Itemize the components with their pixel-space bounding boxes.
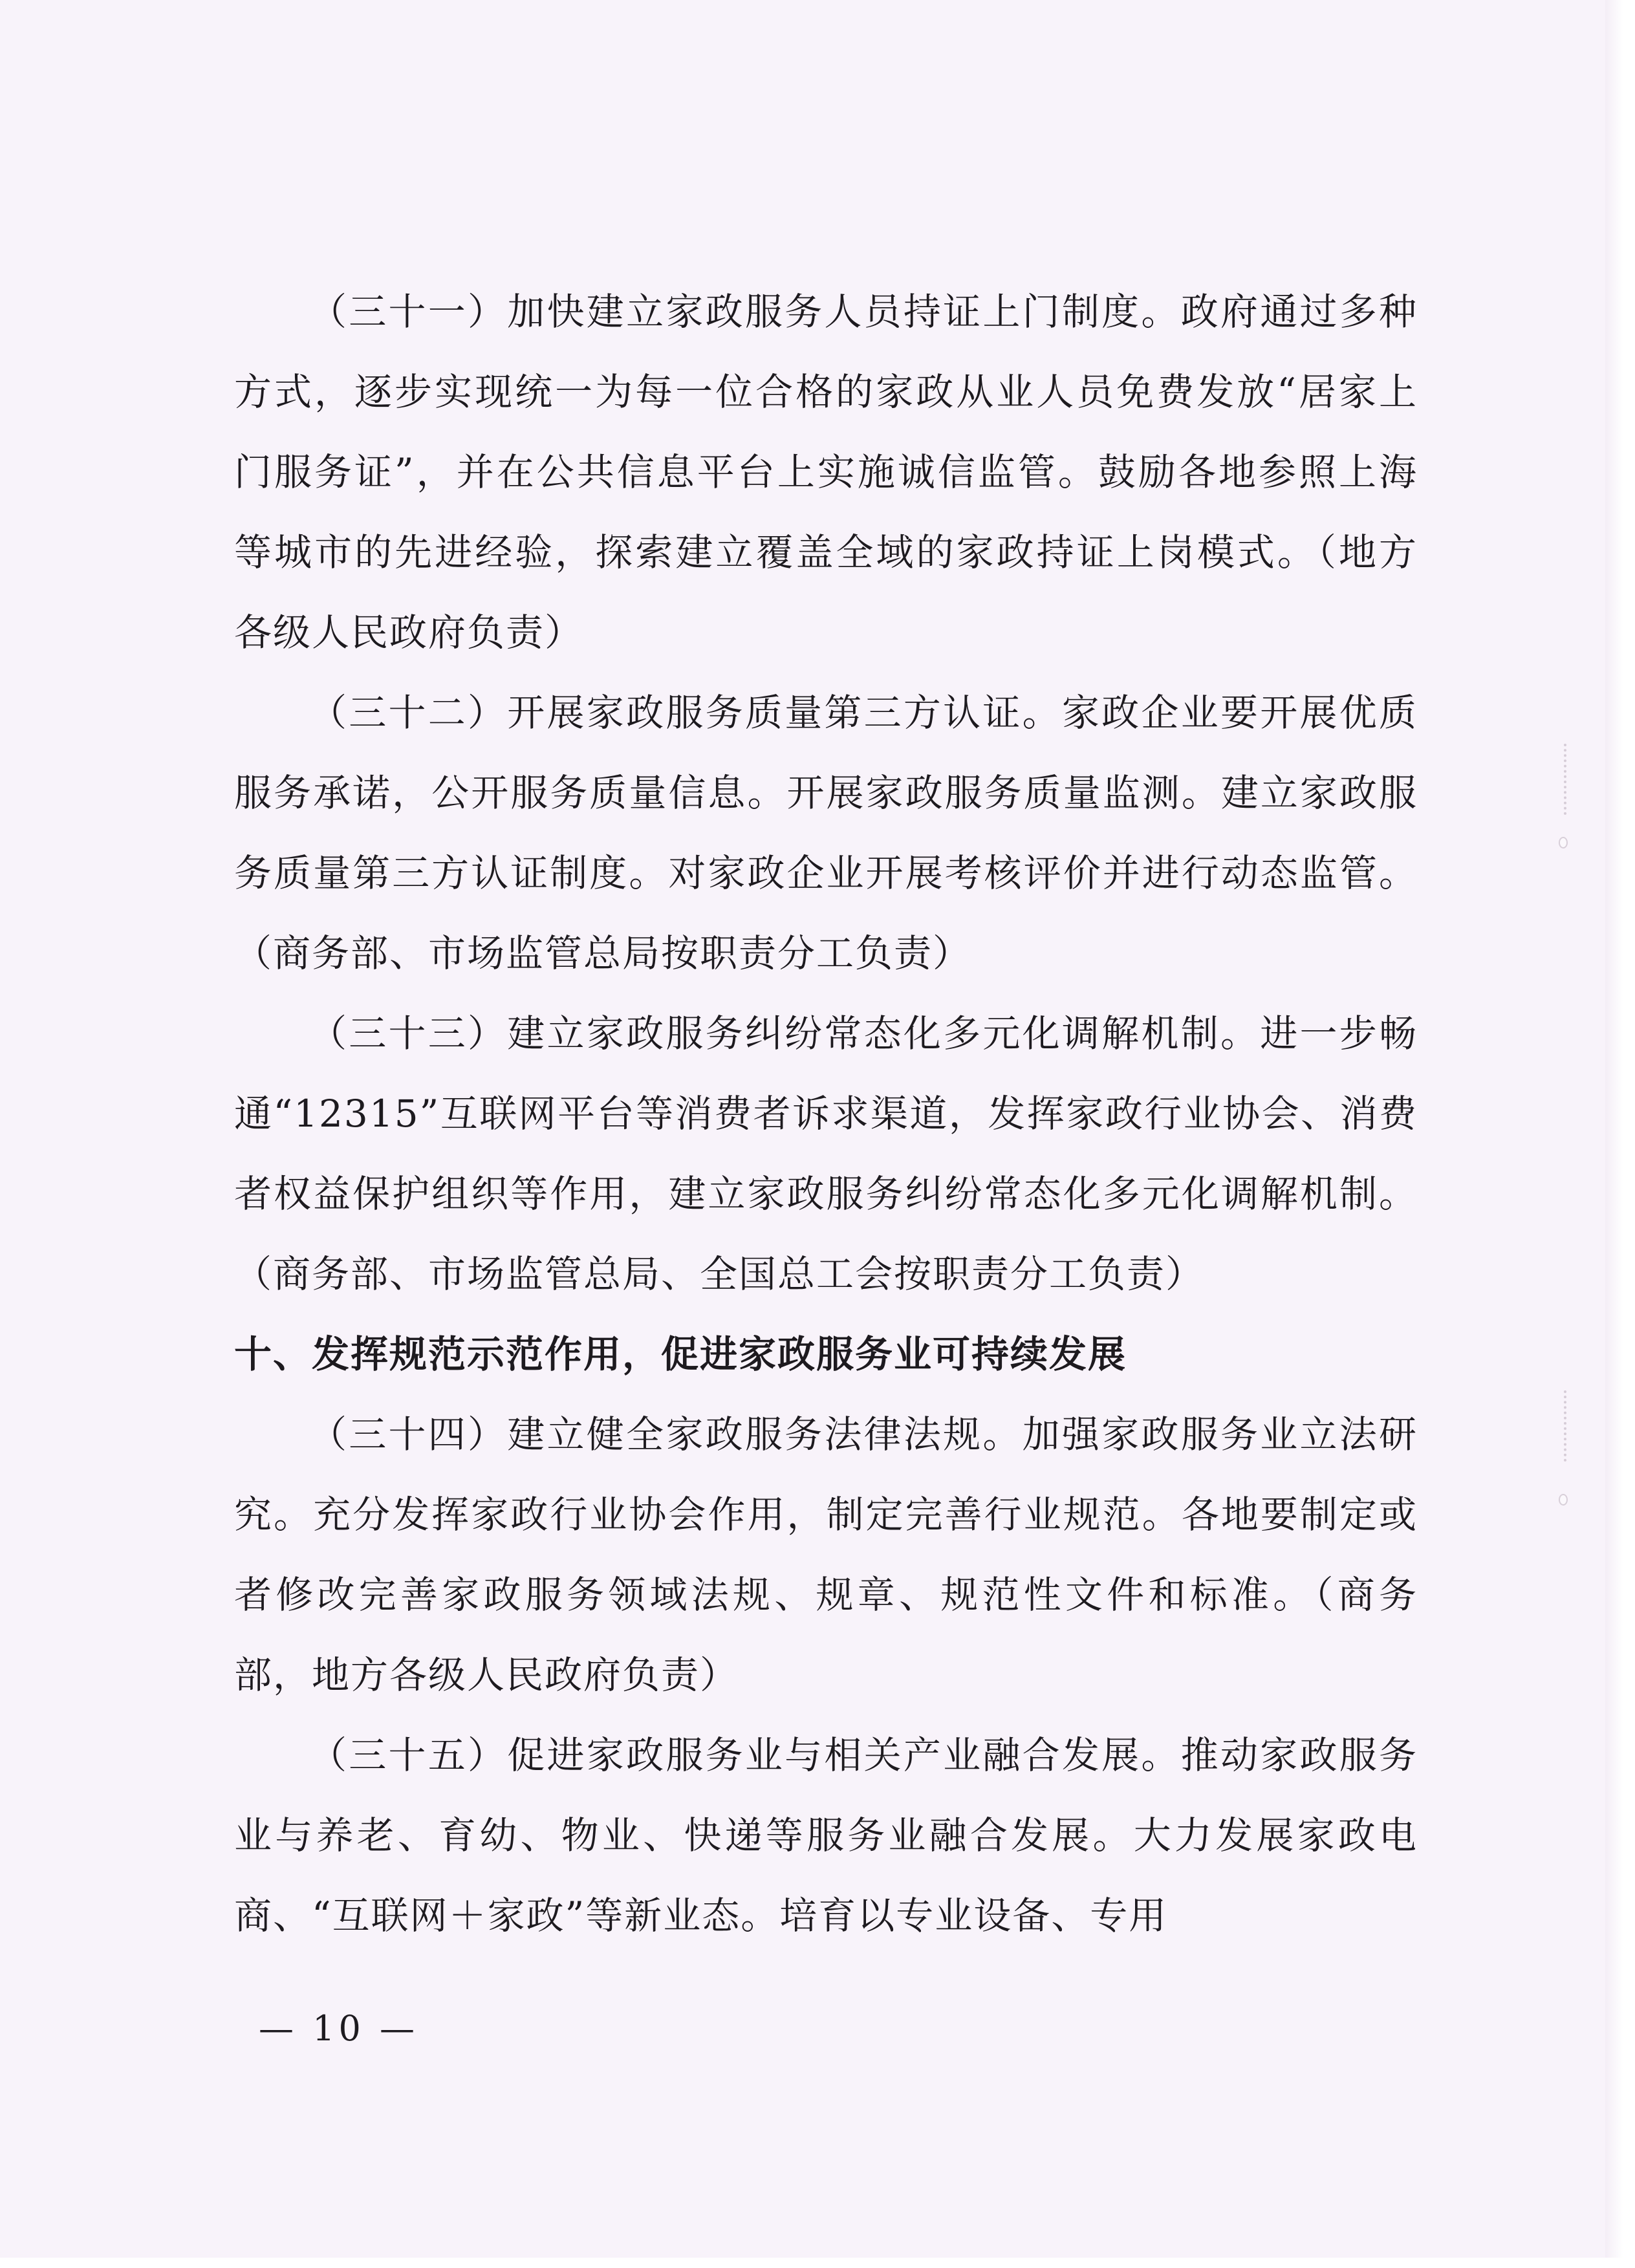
paragraph-32: （三十二）开展家政服务质量第三方认证。家政企业要开展优质服务承诺，公开服务质量信息。开展家政服务质量监测。建立家政服务质量第三方认证制度。对家政企业开展考核评价并进行动态监管。（商务部、市场监管总局按职责分工负责） — [234, 691, 1418, 975]
paragraph-35: （三十五）促进家政服务业与相关产业融合发展。推动家政服务业与养老、育幼、物业、快递等服务业融合发展。大力发展家政电商、“互联网＋家政”等新业态。培育以专业设备、专用 — [234, 1733, 1418, 1938]
section-heading: 十、发挥规范示范作用，促进家政服务业可持续发展 — [234, 1332, 1127, 1376]
punch-hole — [1559, 837, 1568, 848]
binding-marks — [1564, 1390, 1569, 1462]
binding-marks — [1564, 744, 1569, 815]
paragraph-34: （三十四）建立健全家政服务法律法规。加强家政服务业立法研究。充分发挥家政行业协会作用，制定完善行业规范。各地要制定或者修改完善家政服务领域法规、规章、规范性文件和标准。（商务部，地方各级人民政府负责） — [234, 1412, 1418, 1697]
scan-right-edge — [1605, 0, 1635, 2268]
punch-hole — [1559, 1494, 1568, 1506]
page-number: — 10 — — [259, 2008, 419, 2049]
paragraph-33: （三十三）建立家政服务纠纷常态化多元化调解机制。进一步畅通“12315”互联网平台等消费者诉求渠道，发挥家政行业协会、消费者权益保护组织等作用，建立家政服务纠纷常态化多元化调解机制。（商务部、市场监管总局、全国总工会按职责分工负责） — [234, 1011, 1418, 1296]
scan-bottom-edge — [0, 2258, 1635, 2268]
document-body — [234, 272, 1418, 1956]
paragraph-31: （三十一）加快建立家政服务人员持证上门制度。政府通过多种方式，逐步实现统一为每一位合格的家政从业人员免费发放“居家上门服务证”，并在公共信息平台上实施诚信监管。鼓励各地参照上海等城市的先进经验，探索建立覆盖全域的家政持证上岗模式。（地方各级人民政府负责） — [234, 290, 1418, 654]
